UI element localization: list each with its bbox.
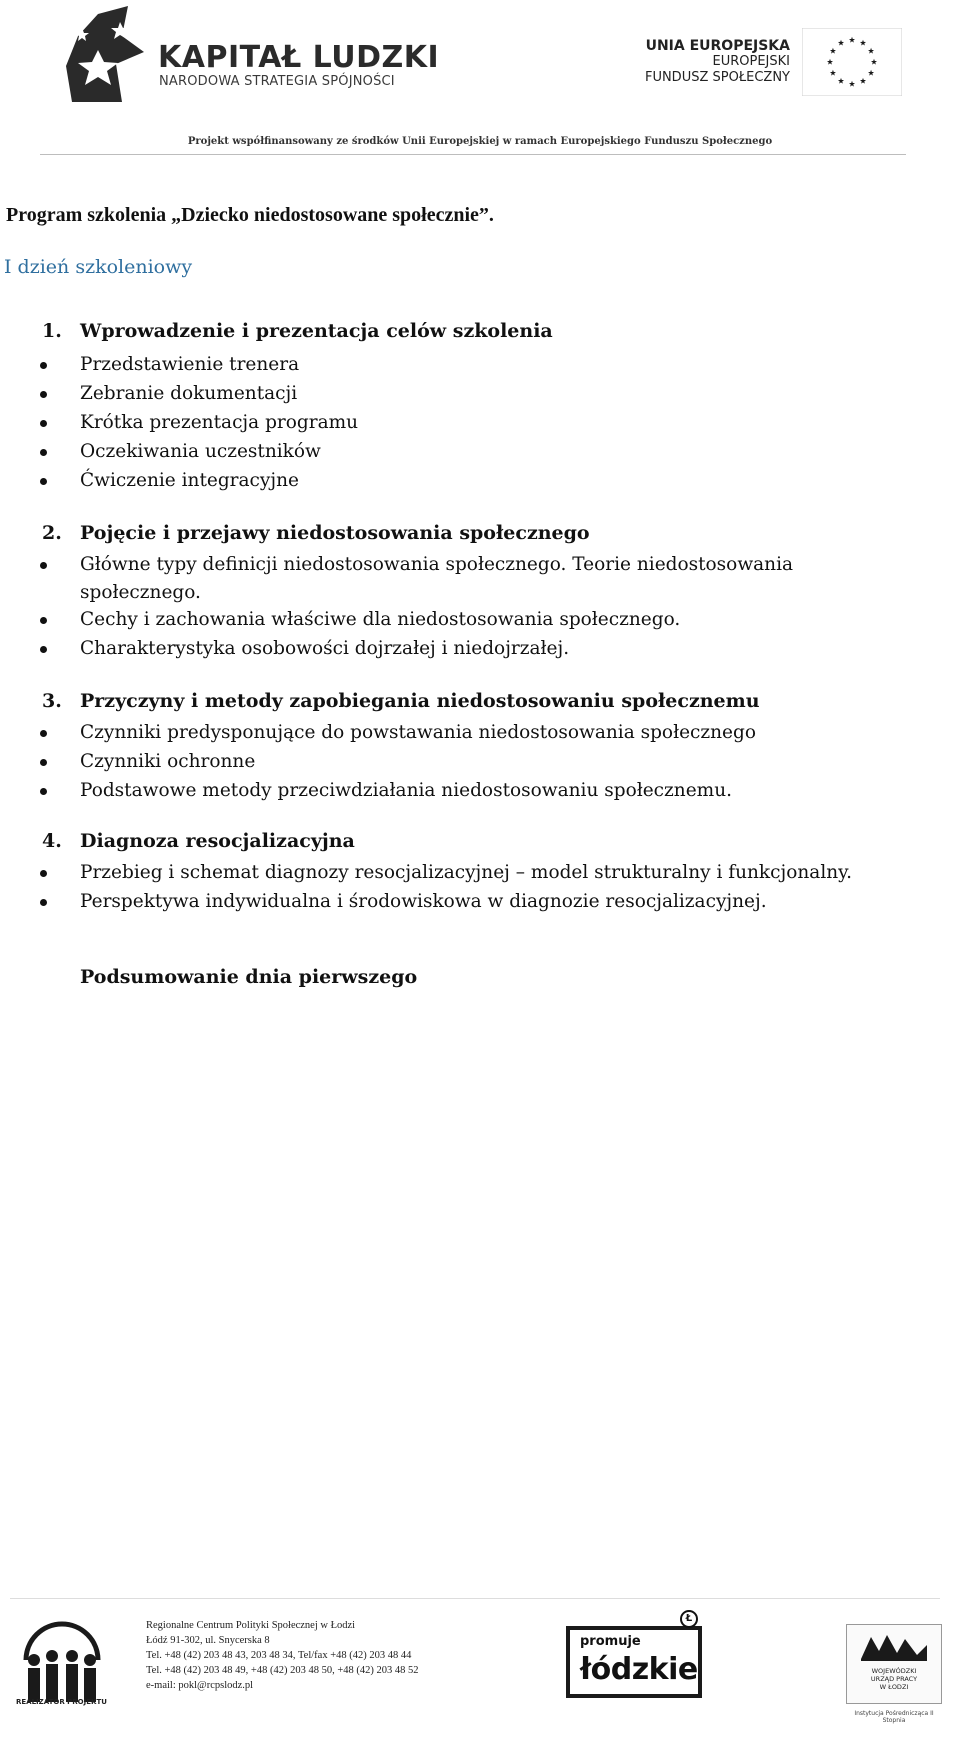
list-item: Czynniki predysponujące do powstawania niedostosowania społecznego — [80, 719, 900, 747]
document-footer — [0, 1590, 960, 1740]
list-item: Zebranie dokumentacji — [80, 380, 900, 408]
wup-text — [847, 1667, 941, 1691]
list-item: Charakterystyka osobowości dojrzałej i niedojrzałej. — [80, 635, 900, 663]
section-4-heading — [42, 830, 355, 852]
list-item: Czynniki ochronne — [80, 748, 900, 776]
ue-line-2: EUROPEJSKI — [712, 54, 790, 69]
list-item: Przedstawienie trenera — [80, 351, 900, 379]
address-line: Tel. +48 (42) 203 48 49, +48 (42) 203 48 50, +48 (42) 203 48 52 — [146, 1665, 419, 1676]
section-number: 4. — [42, 830, 62, 852]
ue-line-3: FUNDUSZ SPOŁECZNY — [644, 70, 790, 85]
list-item: Perspektywa indywidualna i środowiskowa w diagnozie resocjalizacyjnej. — [80, 888, 900, 916]
document-header — [0, 0, 960, 160]
list-item: Krótka prezentacja programu — [80, 409, 900, 437]
section-title: Przyczyny i metody zapobiegania niedostosowaniu społecznemu — [80, 690, 760, 712]
list-item: Oczekiwania uczestników — [80, 438, 900, 466]
list-item: Ćwiczenie integracyjne — [80, 467, 900, 495]
wup-line: URZĄD PRACY — [870, 1675, 918, 1683]
eu-flag-icon — [802, 28, 902, 96]
wup-line: W ŁODZI — [879, 1683, 909, 1691]
promuje-big-text: łódzkie — [580, 1652, 698, 1687]
section-title: Pojęcie i przejawy niedostosowania społecznego — [80, 522, 590, 544]
section-title: Diagnoza resocjalizacyjna — [80, 830, 355, 852]
list-item: Przebieg i schemat diagnozy resocjalizacyjnej – model strukturalny i funkcjonalny. — [80, 859, 900, 887]
cofinancing-note: Projekt współfinansowany ze środków Unii Europejskiej w ramach Europejskiego Funduszu Społecznego — [187, 136, 773, 147]
address-line: Regionalne Centrum Polityki Społecznej w Łodzi — [146, 1620, 356, 1631]
kapital-ludzki-subtitle: NARODOWA STRATEGIA SPÓJNOŚCI — [159, 74, 395, 89]
wup-caption: Instytucja Pośrednicząca II Stopnia — [854, 1710, 934, 1724]
day-heading: I dzień szkoleniowy — [4, 256, 193, 278]
promuje-lodzkie-logo — [566, 1626, 702, 1698]
promuje-mark-icon: Ł — [680, 1610, 698, 1628]
address-line: Tel. +48 (42) 203 48 43, 203 48 34, Tel/fax +48 (42) 203 48 44 — [146, 1650, 412, 1661]
kapital-ludzki-title: KAPITAŁ LUDZKI — [158, 40, 440, 75]
section-number: 2. — [42, 522, 62, 544]
promuje-small-text: promuje — [580, 1634, 641, 1649]
address-line: Łódź 91-302, ul. Snycerska 8 — [146, 1635, 270, 1646]
wup-line: WOJEWÓDZKI — [871, 1667, 917, 1675]
ue-text-block — [640, 38, 790, 86]
kapital-ludzki-logo-icon — [58, 6, 148, 102]
document-title: Program szkolenia „Dziecko niedostosowane społecznie”. — [6, 204, 494, 226]
list-item: Główne typy definicji niedostosowania społecznego. Teorie niedostosowania społecznego. — [80, 551, 870, 607]
summary-heading: Podsumowanie dnia pierwszego — [80, 966, 418, 988]
section-number: 3. — [42, 690, 62, 712]
wup-logo — [846, 1624, 942, 1704]
wup-arrows-icon — [861, 1631, 927, 1661]
header-divider — [40, 154, 906, 155]
section-2-heading — [42, 522, 590, 544]
footer-divider — [10, 1598, 940, 1599]
section-number: 1. — [42, 320, 62, 342]
section-title: Wprowadzenie i prezentacja celów szkolenia — [80, 320, 553, 342]
section-3-heading — [42, 690, 760, 712]
list-item: Podstawowe metody przeciwdziałania niedostosowaniu społecznemu. — [80, 777, 900, 805]
ue-line-1: UNIA EUROPEJSKA — [645, 38, 790, 54]
address-line: e-mail: pokl@rcpslodz.pl — [146, 1680, 254, 1691]
address-block — [146, 1618, 419, 1693]
realizator-caption: REALIZATOR PROJEKTU — [16, 1698, 107, 1706]
list-item: Cechy i zachowania właściwe dla niedostosowania społecznego. — [80, 606, 900, 634]
section-1-heading — [42, 320, 553, 342]
